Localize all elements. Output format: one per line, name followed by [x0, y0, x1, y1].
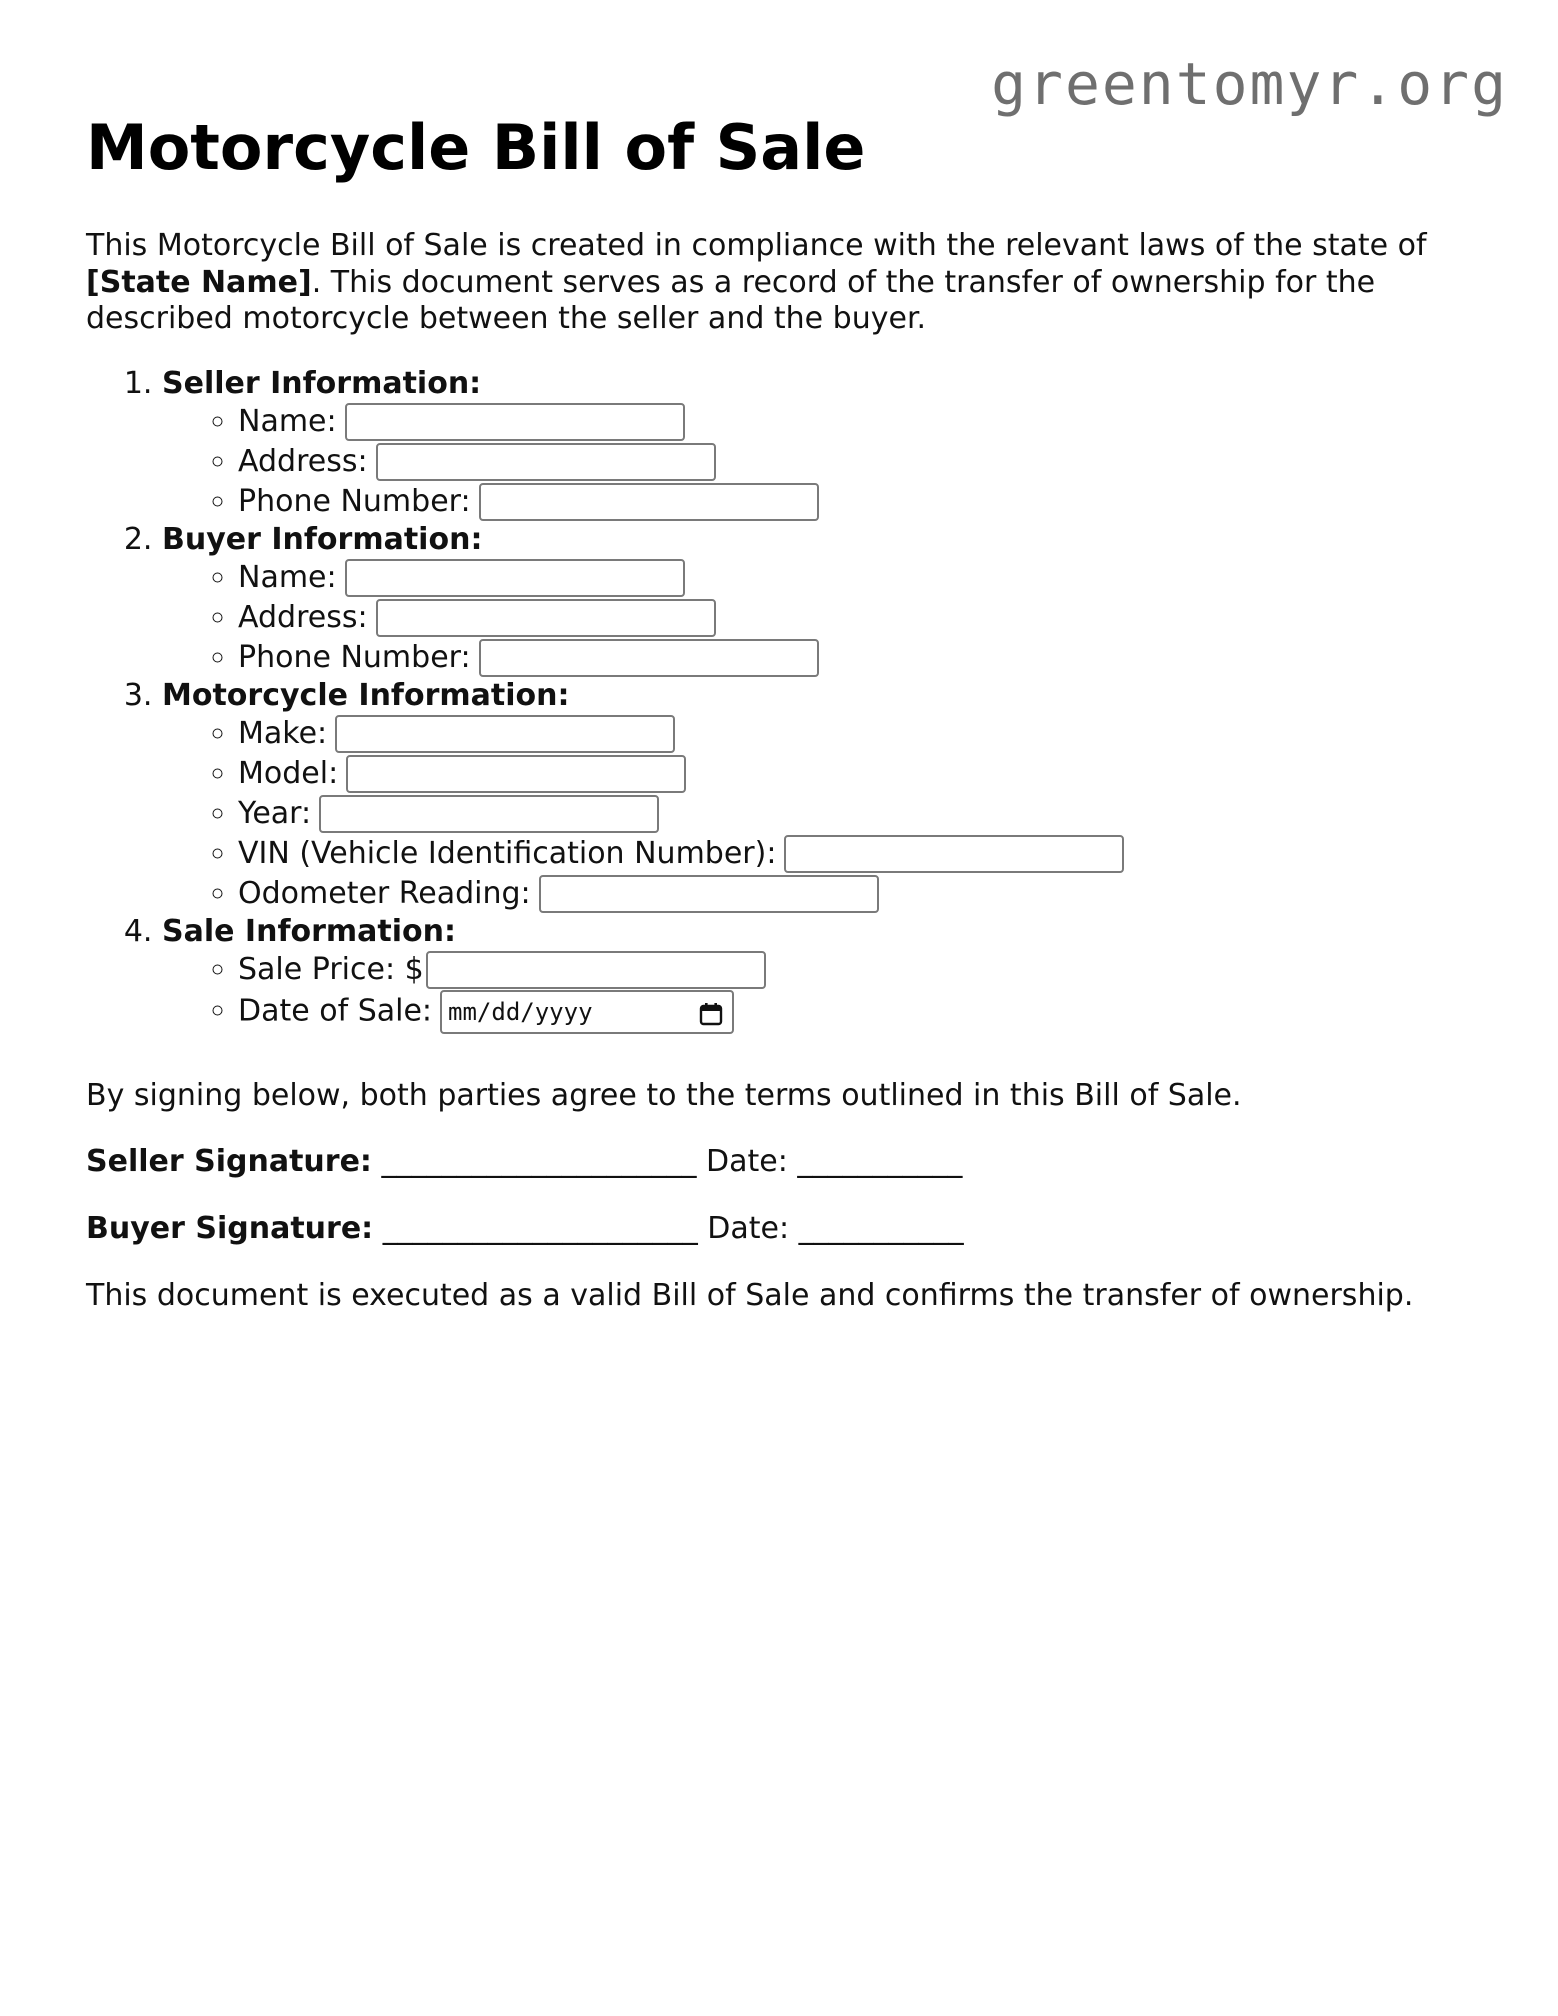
field-seller-address	[238, 442, 1486, 482]
section-seller-information	[162, 366, 1486, 522]
seller-date-label: Date:	[706, 1143, 788, 1179]
field-label: Phone Number:	[238, 639, 471, 675]
field-make	[238, 714, 1486, 754]
bill-of-sale-document	[86, 108, 1486, 1314]
seller-date-blank: ___________	[797, 1143, 963, 1179]
year-input[interactable]	[319, 795, 659, 833]
section-buyer-information	[162, 522, 1486, 678]
buyer-fields-list	[162, 558, 1486, 678]
intro-text-end: . This document serves as a record of the transfer of ownership for the described motorcycle between the seller and the buyer.	[86, 264, 1376, 336]
field-odometer	[238, 874, 1486, 914]
date-placeholder: mm/dd/yyyy	[448, 997, 593, 1026]
field-seller-name	[238, 402, 1486, 442]
state-name-placeholder: [State Name]	[86, 264, 312, 300]
intro-text-start: This Motorcycle Bill of Sale is created in compliance with the relevant laws of the state of	[86, 228, 1427, 263]
section-title: Sale Information:	[162, 913, 456, 949]
buyer-address-input[interactable]	[376, 599, 716, 637]
agreement-text: By signing below, both parties agree to the terms outlined in this Bill of Sale.	[86, 1077, 1242, 1113]
seller-address-input[interactable]	[376, 443, 716, 481]
field-label: Phone Number:	[238, 483, 471, 519]
field-year	[238, 794, 1486, 834]
section-title: Buyer Information:	[162, 521, 483, 557]
field-label: Address:	[238, 443, 368, 479]
field-label: VIN (Vehicle Identification Number):	[238, 835, 777, 871]
field-label: Name:	[238, 559, 337, 595]
field-label: Name:	[238, 403, 337, 439]
sale-price-input[interactable]	[426, 951, 766, 989]
seller-signature-line	[86, 1144, 1486, 1180]
field-label: Model:	[238, 755, 339, 791]
field-label: Date of Sale:	[238, 993, 433, 1028]
buyer-date-label: Date:	[707, 1210, 790, 1246]
seller-signature-blank: _____________________	[381, 1143, 697, 1179]
buyer-signature-blank: _____________________	[382, 1210, 698, 1246]
motorcycle-fields-list	[162, 714, 1486, 914]
field-buyer-phone	[238, 638, 1486, 678]
section-sale-information	[162, 914, 1486, 1034]
field-vin	[238, 834, 1486, 874]
buyer-name-input[interactable]	[345, 559, 685, 597]
field-sale-price	[238, 950, 1486, 990]
field-label: Sale Price: $	[238, 951, 424, 987]
make-input[interactable]	[335, 715, 675, 753]
buyer-phone-input[interactable]	[479, 639, 819, 677]
date-of-sale-input[interactable]	[440, 990, 734, 1034]
buyer-signature-label: Buyer Signature:	[86, 1210, 374, 1246]
seller-signature-label: Seller Signature:	[86, 1143, 372, 1179]
vin-input[interactable]	[784, 835, 1124, 873]
site-watermark: greentomyr.org	[991, 50, 1508, 118]
field-model	[238, 754, 1486, 794]
field-seller-phone	[238, 482, 1486, 522]
sale-fields-list	[162, 950, 1486, 1034]
seller-phone-input[interactable]	[479, 483, 819, 521]
odometer-input[interactable]	[539, 875, 879, 913]
seller-name-input[interactable]	[345, 403, 685, 441]
seller-fields-list	[162, 402, 1486, 522]
field-label: Year:	[238, 795, 312, 831]
buyer-signature-line	[86, 1211, 1486, 1247]
intro-paragraph	[86, 228, 1481, 338]
section-motorcycle-information	[162, 678, 1486, 914]
model-input[interactable]	[346, 755, 686, 793]
section-title: Seller Information:	[162, 365, 482, 401]
field-label: Odometer Reading:	[238, 875, 531, 911]
field-label: Address:	[238, 599, 368, 635]
closing-statement: This document is executed as a valid Bill of Sale and confirms the transfer of ownership.	[86, 1277, 1414, 1313]
field-buyer-name	[238, 558, 1486, 598]
section-title: Motorcycle Information:	[162, 677, 570, 713]
field-label: Make:	[238, 715, 328, 751]
field-date-of-sale	[238, 990, 1486, 1034]
sections-list	[86, 366, 1486, 1034]
page-title: Motorcycle Bill of Sale	[86, 111, 866, 184]
calendar-icon[interactable]	[698, 999, 724, 1025]
field-buyer-address	[238, 598, 1486, 638]
buyer-date-blank: ___________	[798, 1210, 964, 1246]
